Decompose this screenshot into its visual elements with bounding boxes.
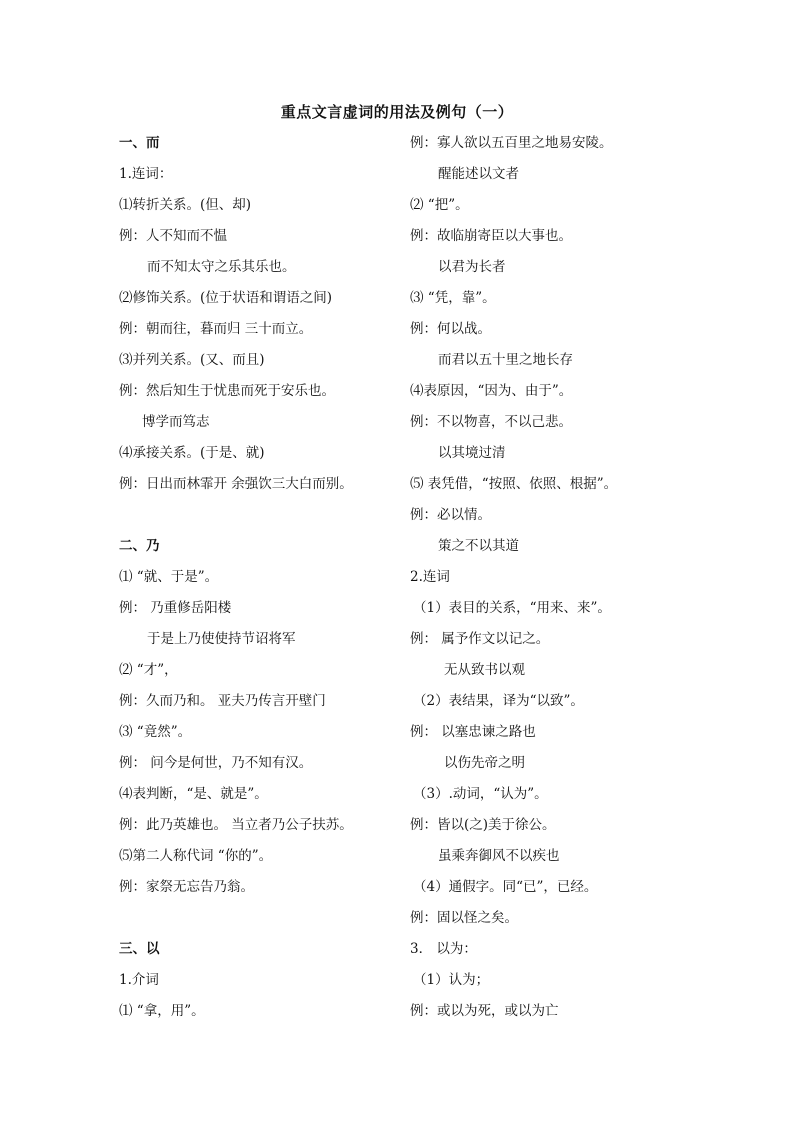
- text-line: 醒能述以文者: [438, 166, 519, 182]
- text-line: 虽乘奔御风不以疾也: [438, 848, 560, 864]
- text-line: （1）表目的关系，“用来、来”。: [413, 600, 611, 616]
- text-line: ⑴ “就、于是”。: [119, 569, 219, 585]
- example-line: 例： 以塞忠谏之路也: [410, 724, 536, 740]
- document-title: 重点文言虚词的用法及例句（一）: [280, 103, 514, 121]
- example-line: 例：然后知生于忧患而死于安乐也。: [119, 383, 335, 399]
- example-line: 例：日出而林霏开 余强饮三大白而别。: [119, 476, 353, 492]
- text-line: ⑶并列关系。(又、而且): [119, 352, 265, 368]
- example-line: 例：久而乃和。 亚夫乃传言开壁门: [119, 693, 326, 709]
- text-line: 而不知太守之乐其乐也。: [147, 259, 296, 275]
- example-line: 例：家祭无忘告乃翁。: [119, 879, 254, 895]
- text-line: 无从致书以观: [444, 662, 525, 678]
- text-line: ⑶ “竟然”。: [119, 724, 192, 740]
- example-line: 例： 属予作文以记之。: [410, 631, 550, 647]
- section-heading: 二、乃: [119, 538, 160, 554]
- text-line: ⑷表判断，“是、就是”。: [119, 786, 268, 802]
- text-line: ⑶ “凭，靠”。: [410, 290, 496, 306]
- text-line: ⑵ “才”，: [119, 662, 178, 678]
- text-line: ⑵ “把”。: [410, 197, 469, 213]
- example-line: 例：或以为死，或以为亡: [410, 1003, 559, 1019]
- text-line: 1.介词: [119, 972, 159, 988]
- example-line: 例： 问今是何世，乃不知有汉。: [119, 755, 313, 771]
- text-line: （2）表结果，译为“以致”。: [413, 693, 584, 709]
- text-line: ⑷承接关系。(于是、就): [119, 445, 265, 461]
- section-heading: 一、而: [119, 135, 160, 151]
- right-column: [410, 133, 680, 1032]
- example-line: 例：何以战。: [410, 321, 491, 337]
- blank-line: [119, 908, 389, 939]
- text-line: 策之不以其道: [438, 538, 519, 554]
- text-line: 于是上乃使使持节诏将军: [147, 631, 296, 647]
- example-line: 例：人不知而不愠: [119, 228, 227, 244]
- example-line: 例：固以怪之矣。: [410, 910, 518, 926]
- text-line: （1）认为；: [413, 972, 490, 988]
- left-column: [119, 133, 389, 1032]
- text-line: 2.连词: [410, 569, 450, 585]
- text-line: 博学而笃志: [142, 414, 210, 430]
- text-line: ⑸第二人称代词 “你的”。: [119, 848, 273, 864]
- text-line: ⑴ “拿，用”。: [119, 1003, 205, 1019]
- example-line: 例： 乃重修岳阳楼: [119, 600, 232, 616]
- text-line: ⑸ 表凭借，“按照、依照、根据”。: [410, 476, 618, 492]
- text-line: ⑷表原因，“因为、由于”。: [410, 383, 573, 399]
- example-line: 例：故临崩寄臣以大事也。: [410, 228, 572, 244]
- blank-line: [119, 505, 389, 536]
- text-line: 而君以五十里之地长存: [438, 352, 573, 368]
- example-line: 例：必以情。: [410, 507, 491, 523]
- text-line: 1.连词：: [119, 166, 173, 182]
- text-line: 3． 以为：: [410, 941, 477, 957]
- example-line: 例：朝而往，暮而归 三十而立。: [119, 321, 313, 337]
- example-line: 例：寡人欲以五百里之地易安陵。: [410, 135, 613, 151]
- example-line: 例：皆以(之)美于徐公。: [410, 817, 556, 833]
- example-line: 例：此乃英雄也。 当立者乃公子扶苏。: [119, 817, 353, 833]
- text-line: 以其境过清: [438, 445, 506, 461]
- section-heading: 三、以: [119, 941, 160, 957]
- example-line: 例：不以物喜，不以己悲。: [410, 414, 572, 430]
- text-line: ⑴转折关系。(但、却): [119, 197, 252, 213]
- text-line: 以君为长者: [438, 259, 506, 275]
- text-line: ⑵修饰关系。(位于状语和谓语之间): [119, 290, 333, 306]
- text-line: （3）.动词，“认为”。: [413, 786, 548, 802]
- text-line: 以伤先帝之明: [444, 755, 525, 771]
- text-line: （4）通假字。同“已”，已经。: [413, 879, 598, 895]
